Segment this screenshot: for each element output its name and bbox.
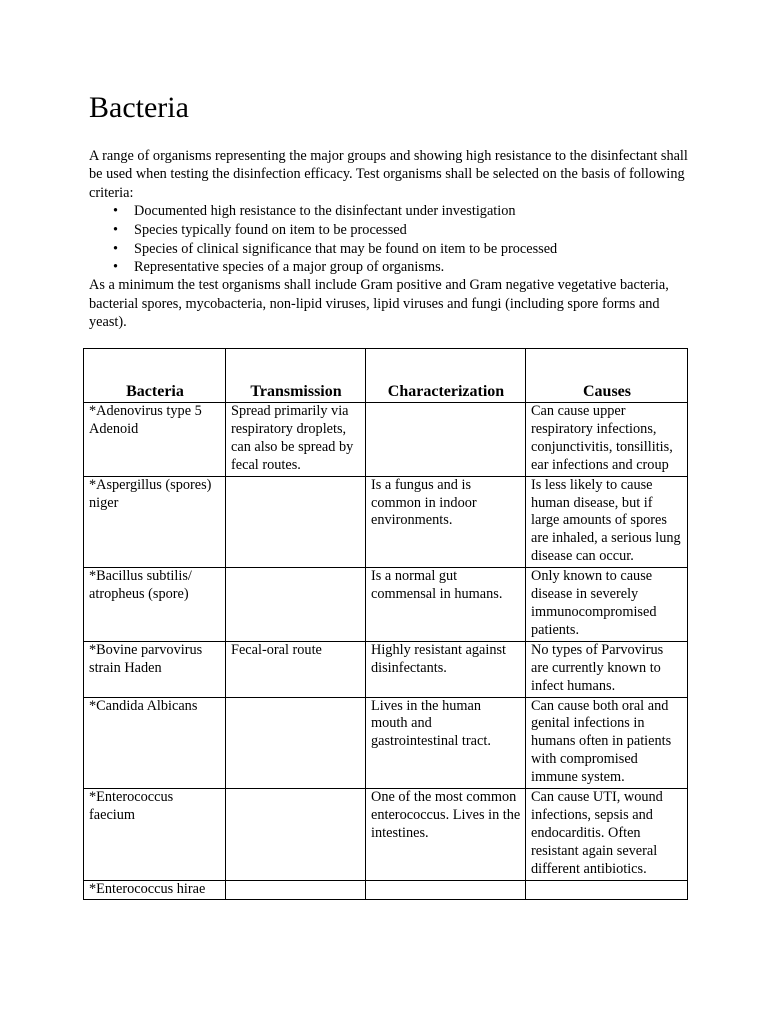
bullet-icon: • xyxy=(113,221,119,238)
criteria-item xyxy=(89,258,689,277)
criteria-text: Species of clinical significance that may be found on item to be processed xyxy=(134,240,558,257)
table-header-row xyxy=(84,349,688,403)
cell-causes: Can cause upper respiratory infections, conjunctivitis, tonsillitis, ear infections and croup xyxy=(526,403,688,477)
minimum-organisms-paragraph: As a minimum the test organisms shall include Gram positive and Gram negative vegetative bacteria, bacterial spores, mycobacteria, non-lipid viruses, lipid viruses and fungi (including spore forms and yeast). xyxy=(89,277,669,330)
cell-characterization: Is a normal gut commensal in humans. xyxy=(366,568,526,642)
cell-bacteria: *Bacillus subtilis/ atropheus (spore) xyxy=(84,568,226,642)
organisms-table xyxy=(83,348,688,900)
table-row xyxy=(84,880,688,900)
cell-transmission xyxy=(226,880,366,900)
cell-causes: Is less likely to cause human disease, but if large amounts of spores are inhaled, a serious lung disease can occur. xyxy=(526,476,688,568)
cell-causes: Can cause UTI, wound infections, sepsis and endocarditis. Often resistant again several different antibiotics. xyxy=(526,789,688,881)
table-row xyxy=(84,697,688,789)
bullet-icon: • xyxy=(113,259,119,276)
column-header-characterization: Characterization xyxy=(366,349,526,403)
table-row xyxy=(84,789,688,881)
cell-bacteria: *Enterococcus hirae xyxy=(84,880,226,900)
cell-bacteria: *Candida Albicans xyxy=(84,697,226,789)
table-row xyxy=(84,568,688,642)
cell-characterization: Lives in the human mouth and gastrointestinal tract. xyxy=(366,697,526,789)
cell-bacteria: *Aspergillus (spores) niger xyxy=(84,476,226,568)
cell-transmission: Fecal-oral route xyxy=(226,641,366,697)
cell-characterization xyxy=(366,880,526,900)
criteria-text: Documented high resistance to the disinfectant under investigation xyxy=(134,203,516,219)
cell-transmission xyxy=(226,697,366,789)
table-row xyxy=(84,403,688,477)
cell-characterization: Is a fungus and is common in indoor environments. xyxy=(366,476,526,568)
column-header-transmission: Transmission xyxy=(226,349,366,403)
column-header-bacteria: Bacteria xyxy=(84,349,226,403)
intro-paragraph: A range of organisms representing the major groups and showing high resistance to the disinfectant shall be used when testing the disinfection efficacy. Test organisms shall be selected on the basis of following criteria: xyxy=(89,148,688,201)
cell-characterization: Highly resistant against disinfectants. xyxy=(366,641,526,697)
criteria-text: Species typically found on item to be processed xyxy=(134,221,407,238)
cell-transmission xyxy=(226,476,366,568)
bullet-icon: • xyxy=(113,240,119,257)
cell-causes: No types of Parvovirus are currently known to infect humans. xyxy=(526,641,688,697)
criteria-text: Representative species of a major group of organisms. xyxy=(134,259,445,276)
cell-characterization: One of the most common enterococcus. Lives in the intestines. xyxy=(366,789,526,881)
cell-bacteria: *Enterococcus faecium xyxy=(84,789,226,881)
column-header-causes: Causes xyxy=(526,349,688,403)
cell-bacteria: *Bovine parvovirus strain Haden xyxy=(84,641,226,697)
cell-causes: Only known to cause disease in severely immunocompromised patients. xyxy=(526,568,688,642)
cell-transmission: Spread primarily via respiratory droplets, can also be spread by fecal routes. xyxy=(226,403,366,477)
cell-transmission xyxy=(226,789,366,881)
cell-bacteria: *Adenovirus type 5 Adenoid xyxy=(84,403,226,477)
table-row xyxy=(84,476,688,568)
document-title: Bacteria xyxy=(89,91,189,124)
criteria-list xyxy=(89,202,689,277)
cell-characterization xyxy=(366,403,526,477)
cell-transmission xyxy=(226,568,366,642)
criteria-item xyxy=(89,202,689,221)
criteria-item xyxy=(89,221,689,240)
criteria-item xyxy=(89,240,689,259)
cell-causes: Can cause both oral and genital infections in humans often in patients with compromised immune system. xyxy=(526,697,688,789)
table-row xyxy=(84,641,688,697)
cell-causes xyxy=(526,880,688,900)
bullet-icon: • xyxy=(113,203,119,219)
